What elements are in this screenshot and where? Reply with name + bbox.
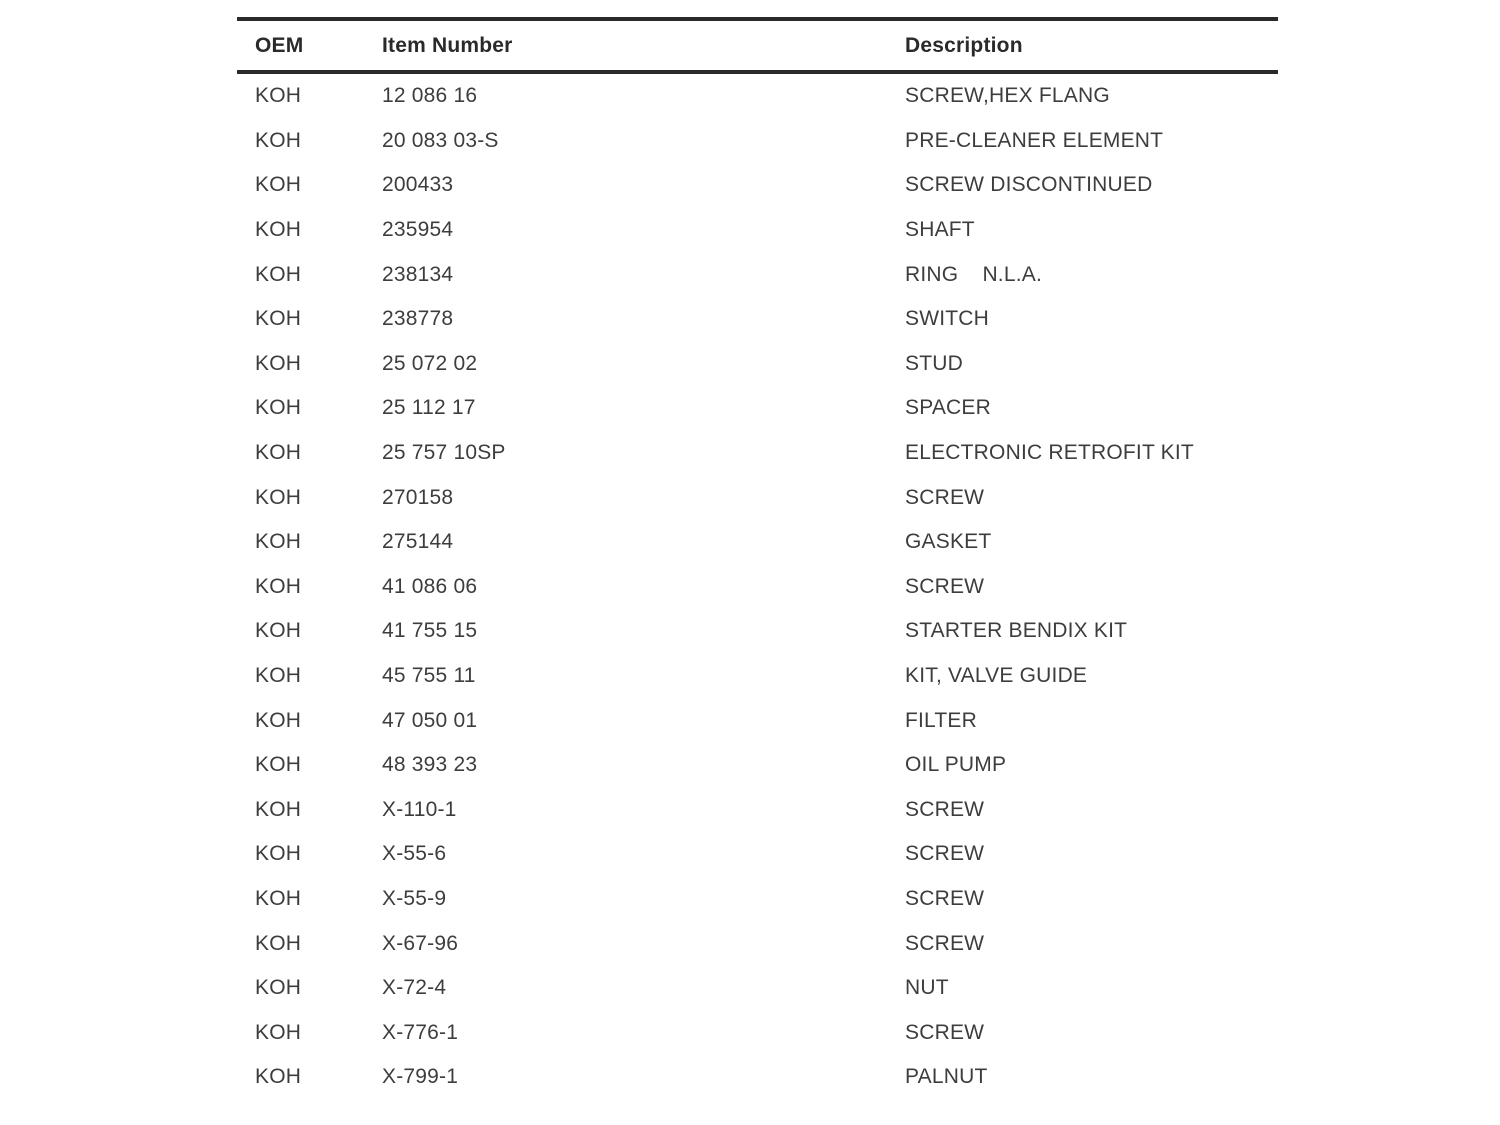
description-cell: STUD: [905, 351, 963, 375]
item-number-cell: X-72-4: [382, 976, 447, 1000]
description-cell: PRE-CLEANER ELEMENT: [905, 128, 1164, 152]
table-row: [237, 520, 1278, 565]
parts-table-body: [237, 72, 1278, 1100]
oem-cell: KOH: [255, 842, 302, 866]
oem-cell: KOH: [255, 351, 302, 375]
description-cell: SPACER: [905, 396, 991, 420]
description-cell: SHAFT: [905, 218, 975, 242]
oem-cell: KOH: [255, 1065, 302, 1089]
oem-cell: KOH: [255, 218, 302, 242]
table-row: [237, 252, 1278, 297]
item-number-cell: 41 755 15: [382, 619, 478, 643]
oem-cell: KOH: [255, 307, 302, 331]
table-row: [237, 72, 1278, 119]
item-number-cell: 235954: [382, 218, 454, 242]
table-row: [237, 565, 1278, 610]
table-row: [237, 609, 1278, 654]
description-cell: SCREW: [905, 485, 985, 509]
column-header-item-number: Item Number: [382, 19, 905, 72]
oem-cell: KOH: [255, 619, 302, 643]
column-header-description: Description: [905, 19, 1278, 72]
description-cell: SCREW: [905, 931, 985, 955]
table-row: [237, 1010, 1278, 1055]
oem-cell: KOH: [255, 441, 302, 465]
oem-cell: KOH: [255, 976, 302, 1000]
description-cell: NUT: [905, 976, 949, 1000]
item-number-cell: 238778: [382, 307, 454, 331]
oem-cell: KOH: [255, 485, 302, 509]
column-header-oem: OEM: [237, 19, 382, 72]
table-row: [237, 966, 1278, 1011]
oem-cell: KOH: [255, 396, 302, 420]
item-number-cell: 48 393 23: [382, 753, 478, 777]
oem-cell: KOH: [255, 886, 302, 910]
description-cell: FILTER: [905, 708, 977, 732]
header-row: [237, 19, 1278, 72]
item-number-cell: 200433: [382, 173, 454, 197]
table-row: [237, 788, 1278, 833]
oem-cell: KOH: [255, 1020, 302, 1044]
table-row: [237, 386, 1278, 431]
item-number-cell: 270158: [382, 485, 454, 509]
table-row: [237, 163, 1278, 208]
table-row: [237, 698, 1278, 743]
item-number-cell: X-55-9: [382, 886, 447, 910]
description-cell: STARTER BENDIX KIT: [905, 619, 1128, 643]
parts-table: [237, 17, 1278, 1100]
item-number-cell: X-67-96: [382, 931, 459, 955]
description-cell: SCREW: [905, 842, 985, 866]
item-number-cell: 25 112 17: [382, 396, 476, 420]
description-cell: RING N.L.A.: [905, 262, 1042, 286]
table-row: [237, 431, 1278, 476]
table-row: [237, 475, 1278, 520]
table-row: [237, 921, 1278, 966]
oem-cell: KOH: [255, 128, 302, 152]
item-number-cell: 25 757 10SP: [382, 441, 506, 465]
table-row: [237, 1055, 1278, 1100]
description-cell: SCREW DISCONTINUED: [905, 173, 1153, 197]
oem-cell: KOH: [255, 664, 302, 688]
item-number-cell: 45 755 11: [382, 664, 476, 688]
description-cell: SCREW: [905, 886, 985, 910]
item-number-cell: 12 086 16: [382, 84, 478, 108]
oem-cell: KOH: [255, 173, 302, 197]
item-number-cell: X-799-1: [382, 1065, 459, 1089]
oem-cell: KOH: [255, 931, 302, 955]
table-row: [237, 743, 1278, 788]
description-cell: SWITCH: [905, 307, 990, 331]
oem-cell: KOH: [255, 574, 302, 598]
item-number-cell: 47 050 01: [382, 708, 478, 732]
item-number-cell: 238134: [382, 262, 454, 286]
table-row: [237, 342, 1278, 387]
item-number-cell: 275144: [382, 530, 454, 554]
oem-cell: KOH: [255, 708, 302, 732]
description-cell: OIL PUMP: [905, 753, 1007, 777]
item-number-cell: 20 083 03-S: [382, 128, 499, 152]
parts-table-header: [237, 19, 1278, 72]
description-cell: GASKET: [905, 530, 992, 554]
description-cell: SCREW: [905, 574, 985, 598]
table-row: [237, 654, 1278, 699]
oem-cell: KOH: [255, 797, 302, 821]
oem-cell: KOH: [255, 84, 302, 108]
item-number-cell: X-55-6: [382, 842, 447, 866]
item-number-cell: 41 086 06: [382, 574, 478, 598]
description-cell: SCREW,HEX FLANG: [905, 84, 1110, 108]
oem-cell: KOH: [255, 262, 302, 286]
oem-cell: KOH: [255, 753, 302, 777]
table-row: [237, 208, 1278, 253]
table-row: [237, 832, 1278, 877]
oem-cell: KOH: [255, 530, 302, 554]
description-cell: PALNUT: [905, 1065, 988, 1089]
table-row: [237, 119, 1278, 164]
description-cell: ELECTRONIC RETROFIT KIT: [905, 441, 1194, 465]
item-number-cell: X-110-1: [382, 797, 457, 821]
item-number-cell: 25 072 02: [382, 351, 478, 375]
description-cell: KIT, VALVE GUIDE: [905, 664, 1088, 688]
table-row: [237, 877, 1278, 922]
table-row: [237, 297, 1278, 342]
description-cell: SCREW: [905, 1020, 985, 1044]
description-cell: SCREW: [905, 797, 985, 821]
item-number-cell: X-776-1: [382, 1020, 459, 1044]
